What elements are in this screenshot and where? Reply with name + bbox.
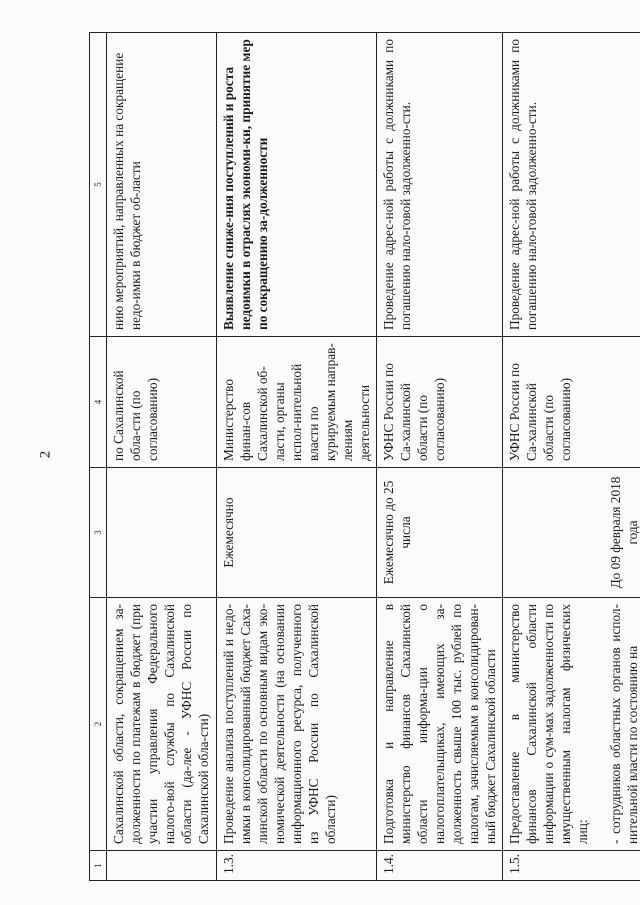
column-header: 3 [90,468,107,598]
row-number [107,851,217,881]
table-row [217,33,377,881]
column-header: 2 [90,598,107,851]
row-term-cell [503,468,640,598]
row-result: Проведение адрес-ной работы с должниками по погашению нало-говой задолженно-сти. [377,33,503,337]
row-number: 1.5. [503,851,640,881]
table-row [107,33,217,881]
row-number: 1.4. [377,851,503,881]
row-executor: Министерство финан-сов Сахалинской об-ласти, органы испол-нительной власти по курируемым направ-лениям деятельности [217,337,377,468]
row-term [107,468,217,598]
column-header: 5 [90,33,107,337]
row-number: 1.3. [217,851,377,881]
row-measure: Подготовка и направление в министерство финансов Сахалинской области информа-ции о налогоплательщиках, имеющих за-долженность свыше 100 тыс. рублей по налогам, зачисляемым в консолидирован-ный бюджет Сахалинской области [377,598,503,851]
row-measure: Сахалинской области, сокращением за-долженности по платежам в бюджет (при участии управления Федерального налого-вой службы по Сахалинской области (да-лее - УФНС России по Сахалинской обла-сти) [107,598,217,851]
table-row [377,33,503,881]
table-header-row [90,33,107,881]
row-term: Ежемесячно до 25 числа [377,468,503,598]
row-measure: Предоставление в министерство финансов Сахалинской области информации о сум-мах задолженности по имущественным налогам физических лиц: [507,604,590,844]
row-term: Ежемесячно [217,468,377,598]
row-result: нию мероприятий, направленных на сокращение недо-имки в бюджет об-ласти [107,33,217,337]
row-measure: Проведение анализа поступлений и недо-имки в консолидированный бюджет Саха-линской области по основным видам эко-номической деятельности (на основании информационного ресурса, полученного из УФНС России по Сахалинской области) [217,598,377,851]
row-result: Проведение адрес-ной работы с должниками по погашению нало-говой задолженно-сти. [503,33,640,337]
table-row [503,33,640,881]
page-number: 2 [37,450,54,459]
column-header: 1 [90,851,107,881]
row-term: До 09 февраля 2018 года [608,476,640,589]
column-header: 4 [90,337,107,468]
row-executor: по Сахалинской обла-сти (по согласованию) [107,337,217,468]
row-result: Выявление сниже-ния поступлений и роста недоимки в отраслях экономи-ки, принятие мер по сокращению за-долженности [217,33,377,337]
measures-table [89,32,640,881]
row-executor: УФНС России по Са-халинской области (по согласованию) [377,337,503,468]
row-measure-subitem: - сотрудников областных органов испол-нительной власти по состоянию на [608,604,640,844]
row-executor: УФНС России по Са-халинской области (по согласованию) [503,337,640,468]
rotated-table-wrapper [89,33,640,881]
row-measure-cell [503,598,640,851]
